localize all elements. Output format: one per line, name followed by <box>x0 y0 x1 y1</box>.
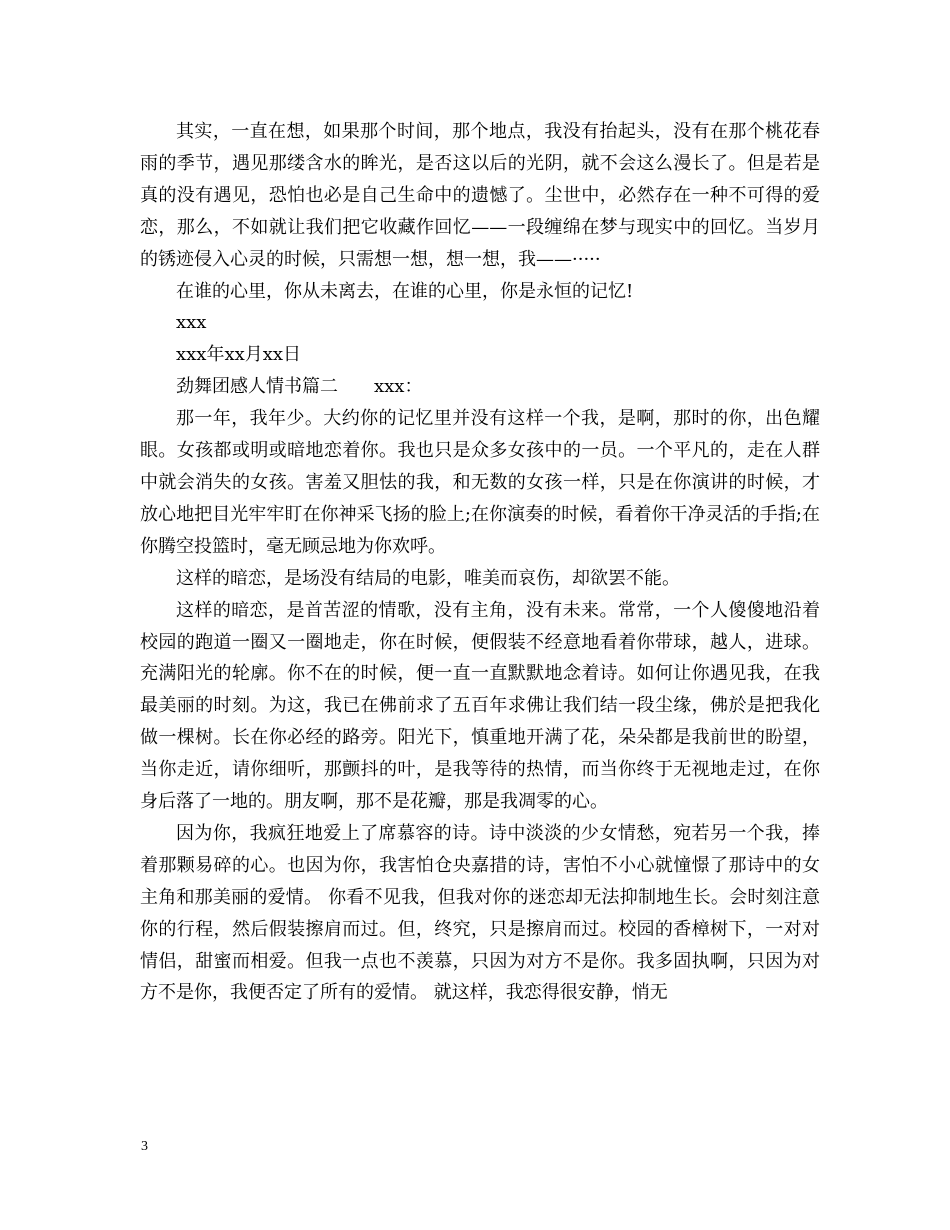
paragraph: 这样的暗恋，是场没有结局的电影，唯美而哀伤，却欲罢不能。 <box>176 567 680 589</box>
page-number: 3 <box>141 1139 148 1154</box>
signature-date: xxx年xx月xx日 <box>176 344 302 366</box>
paragraph: 因为你，我疯狂地爱上了席慕容的诗。诗中淡淡的少女情愁，宛若另一个我，捧着那颗易碎的心。也因为你，我害怕仓央嘉措的诗，害怕不小心就憧憬了那诗中的女主角和那美丽的爱情。 你看不见我，但我对你的迷恋却无法抑制地生长。会时刻注意你的行程，然后假装擦肩而过。但，终究，只是擦肩而过。校园的香樟树下，一对对情侣，甜蜜而相爱。但我一点也不羡慕，只因为对方不是你。我多固执啊，只因为对方不是你，我便否定了所有的爱情。 就这样，我恋得很安静，悄无 <box>140 822 820 1004</box>
paragraph: 在谁的心里，你从未离去，在谁的心里，你是永恒的记忆! <box>176 280 634 302</box>
section-heading: 劲舞团感人情书篇二 xxx： <box>176 376 423 398</box>
paragraph: 这样的暗恋，是首苦涩的情歌，没有主角，没有未来。常常，一个人傻傻地沿着校园的跑道一圈又一圈地走，你在时候，便假装不经意地看着你带球，越人，进球。充满阳光的轮廓。你不在的时候，便一直一直默默地念着诗。如何让你遇见我，在我最美丽的时刻。为这，我已在佛前求了五百年求佛让我们结一段尘缘，佛於是把我化做一棵树。长在你必经的路旁。阳光下，慎重地开满了花，朵朵都是我前世的盼望，当你走近，请你细听，那颤抖的叶，是我等待的热情，而当你终于无视地走过，在你身后落了一地的。朋友啊，那不是花瓣，那是我凋零的心。 <box>140 599 820 813</box>
document-body <box>140 116 820 1009</box>
paragraph: 其实，一直在想，如果那个时间，那个地点，我没有抬起头，没有在那个桃花春雨的季节，遇见那缕含水的眸光，是否这以后的光阴，就不会这么漫长了。但是若是真的没有遇见，恐怕也必是自己生命中的遗憾了。尘世中，必然存在一种不可得的爱恋，那么，不如就让我们把它收藏作回忆——一段缠绵在梦与现实中的回忆。当岁月的锈迹侵入心灵的时候，只需想一想，想一想，我——····· <box>140 121 820 270</box>
signature-name: xxx <box>176 312 207 334</box>
paragraph: 那一年，我年少。大约你的记忆里并没有这样一个我，是啊，那时的你，出色耀眼。女孩都或明或暗地恋着你。我也只是众多女孩中的一员。一个平凡的，走在人群中就会消失的女孩。害羞又胆怯的我，和无数的女孩一样，只是在你演讲的时候，才放心地把目光牢牢盯在你神采飞扬的脸上;在你演奏的时候，看着你干净灵活的手指;在你腾空投篮时，毫无顾忌地为你欢呼。 <box>140 408 820 557</box>
